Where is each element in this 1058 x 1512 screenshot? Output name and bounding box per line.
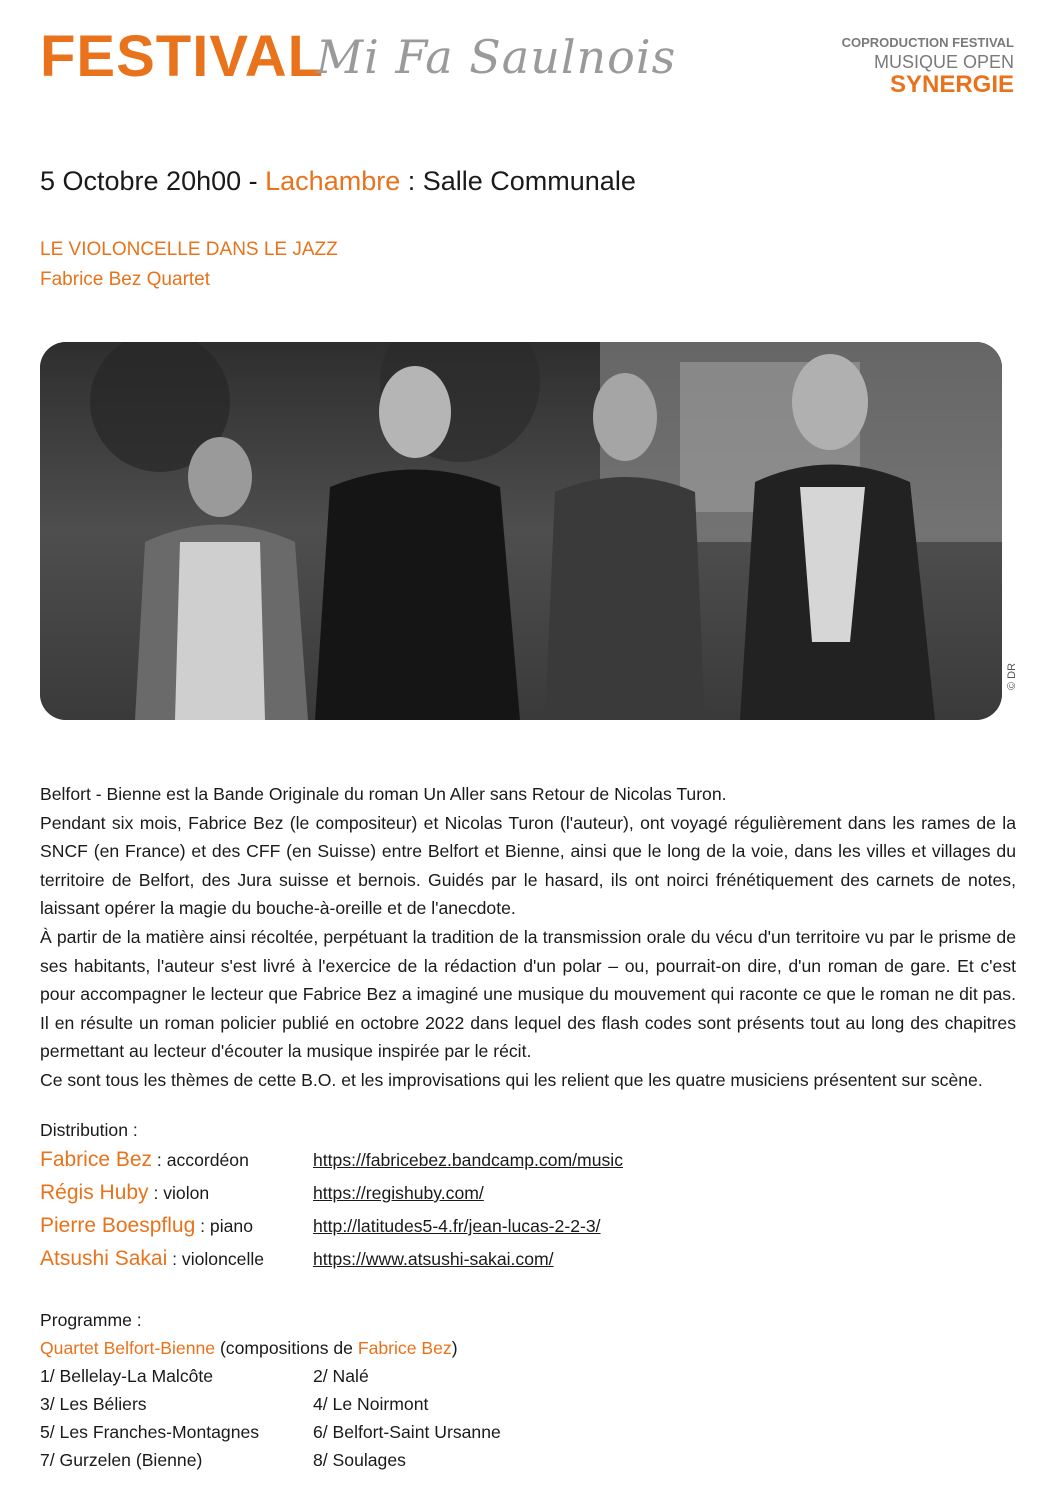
band-photo (40, 342, 1002, 720)
distribution-heading: Distribution : (40, 1120, 138, 1140)
musician-name: Régis Huby (40, 1181, 149, 1204)
concert-title: LE VIOLONCELLE DANS LE JAZZ (40, 239, 338, 260)
musician-link[interactable]: http://latitudes5-4.fr/jean-lucas-2-2-3/ (313, 1216, 601, 1236)
description (40, 780, 1016, 1095)
track-item: 3/ Les Béliers (40, 1394, 147, 1414)
event-place: Lachambre (265, 166, 401, 196)
event-line (40, 166, 636, 197)
track-item: 6/ Belfort-Saint Ursanne (313, 1422, 501, 1442)
musician-name: Pierre Boespflug (40, 1214, 196, 1237)
description-paragraph-3: À partir de la matière ainsi récoltée, perpétuant la tradition de la transmission orale du vécu d'un territoire vu par le prisme de ses habitants, l'auteur s'est livré à l'exercice de la rédaction d'un polar – ou, pourrait-on dire, d'un roman de gare. Et c'est pour accompagner le lecteur que Fabrice Bez a imaginé une musique du mouvement qui raconte ce que le roman ne dit pas. Il en résulte un roman policier publié en octobre 2022 dans lequel des flash codes sont présents tout au long des chapitres permettant au lecteur d'écouter la musique inspirée par le récit. (40, 926, 1016, 1062)
musician-role: : piano (195, 1216, 253, 1236)
band-photo-illustration (40, 342, 1002, 720)
programme-by-suffix: ) (451, 1338, 458, 1358)
track-item: 2/ Nalé (313, 1366, 369, 1386)
festival-logo-script: Mi Fa Saulnois (316, 30, 677, 84)
distribution-row (40, 1181, 740, 1214)
musician-role: : accordéon (152, 1150, 249, 1170)
musician-link[interactable]: https://www.atsushi-sakai.com/ (313, 1249, 554, 1269)
copro-line-1: COPRODUCTION FESTIVAL (841, 35, 1014, 50)
copro-line-2: MUSIQUE OPEN (873, 52, 1014, 72)
distribution-row (40, 1148, 740, 1181)
track-item: 7/ Gurzelen (Bienne) (40, 1450, 203, 1470)
photo-credit: © DR (1006, 662, 1018, 690)
distribution-list (40, 1148, 740, 1280)
track-item: 5/ Les Franches-Montagnes (40, 1422, 260, 1442)
track-item: 8/ Soulages (313, 1450, 406, 1470)
event-date-time: 5 Octobre 20h00 - (40, 166, 266, 196)
description-paragraph-4: Ce sont tous les thèmes de cette B.O. et les improvisations qui les relient que les quatre musiciens présentent sur scène. (40, 1069, 983, 1090)
programme-heading: Programme : (40, 1310, 142, 1330)
programme-work-title: Quartet Belfort-Bienne (40, 1338, 216, 1358)
event-venue: : Salle Communale (400, 166, 636, 196)
concert-group: Fabrice Bez Quartet (40, 269, 211, 290)
description-paragraph-2: Pendant six mois, Fabrice Bez (le compositeur) et Nicolas Turon (l'auteur), ont voyagé régulièrement dans les rames de la SNCF (en France) et des CFF (en Suisse) entre Belfort et Bienne, ainsi que le long de la voie, dans les villes et villages du territoire de Belfort, des Jura suisse et bernois. Guidés par le hasard, ils ont noirci frénétiquement des carnets de notes, laissant opérer la magie du bouche-à-oreille et de l'anecdote. (40, 812, 1016, 919)
musician-link[interactable]: https://regishuby.com/ (313, 1183, 484, 1203)
musician-role: : violon (148, 1183, 210, 1203)
musician-link[interactable]: https://fabricebez.bandcamp.com/music (313, 1150, 623, 1170)
concert-heading (40, 235, 338, 295)
track-item: 1/ Bellelay-La Malcôte (40, 1366, 214, 1386)
copro-line-3: SYNERGIE (889, 71, 1014, 98)
distribution-row (40, 1247, 740, 1280)
coproduction-logo (842, 36, 1014, 97)
description-paragraph-1: Belfort - Bienne est la Bande Originale du roman Un Aller sans Retour de Nicolas Turon. (40, 784, 727, 804)
musician-name: Fabrice Bez (40, 1148, 153, 1171)
musician-role: : violoncelle (167, 1249, 265, 1269)
programme-composer: Fabrice Bez (357, 1338, 452, 1358)
programme-work (40, 1338, 458, 1359)
distribution-row (40, 1214, 740, 1247)
festival-logo-word: FESTIVAL (40, 24, 325, 89)
track-item: 4/ Le Noirmont (313, 1394, 429, 1414)
musician-name: Atsushi Sakai (40, 1247, 168, 1270)
programme-by-prefix: (compositions de (215, 1338, 358, 1358)
